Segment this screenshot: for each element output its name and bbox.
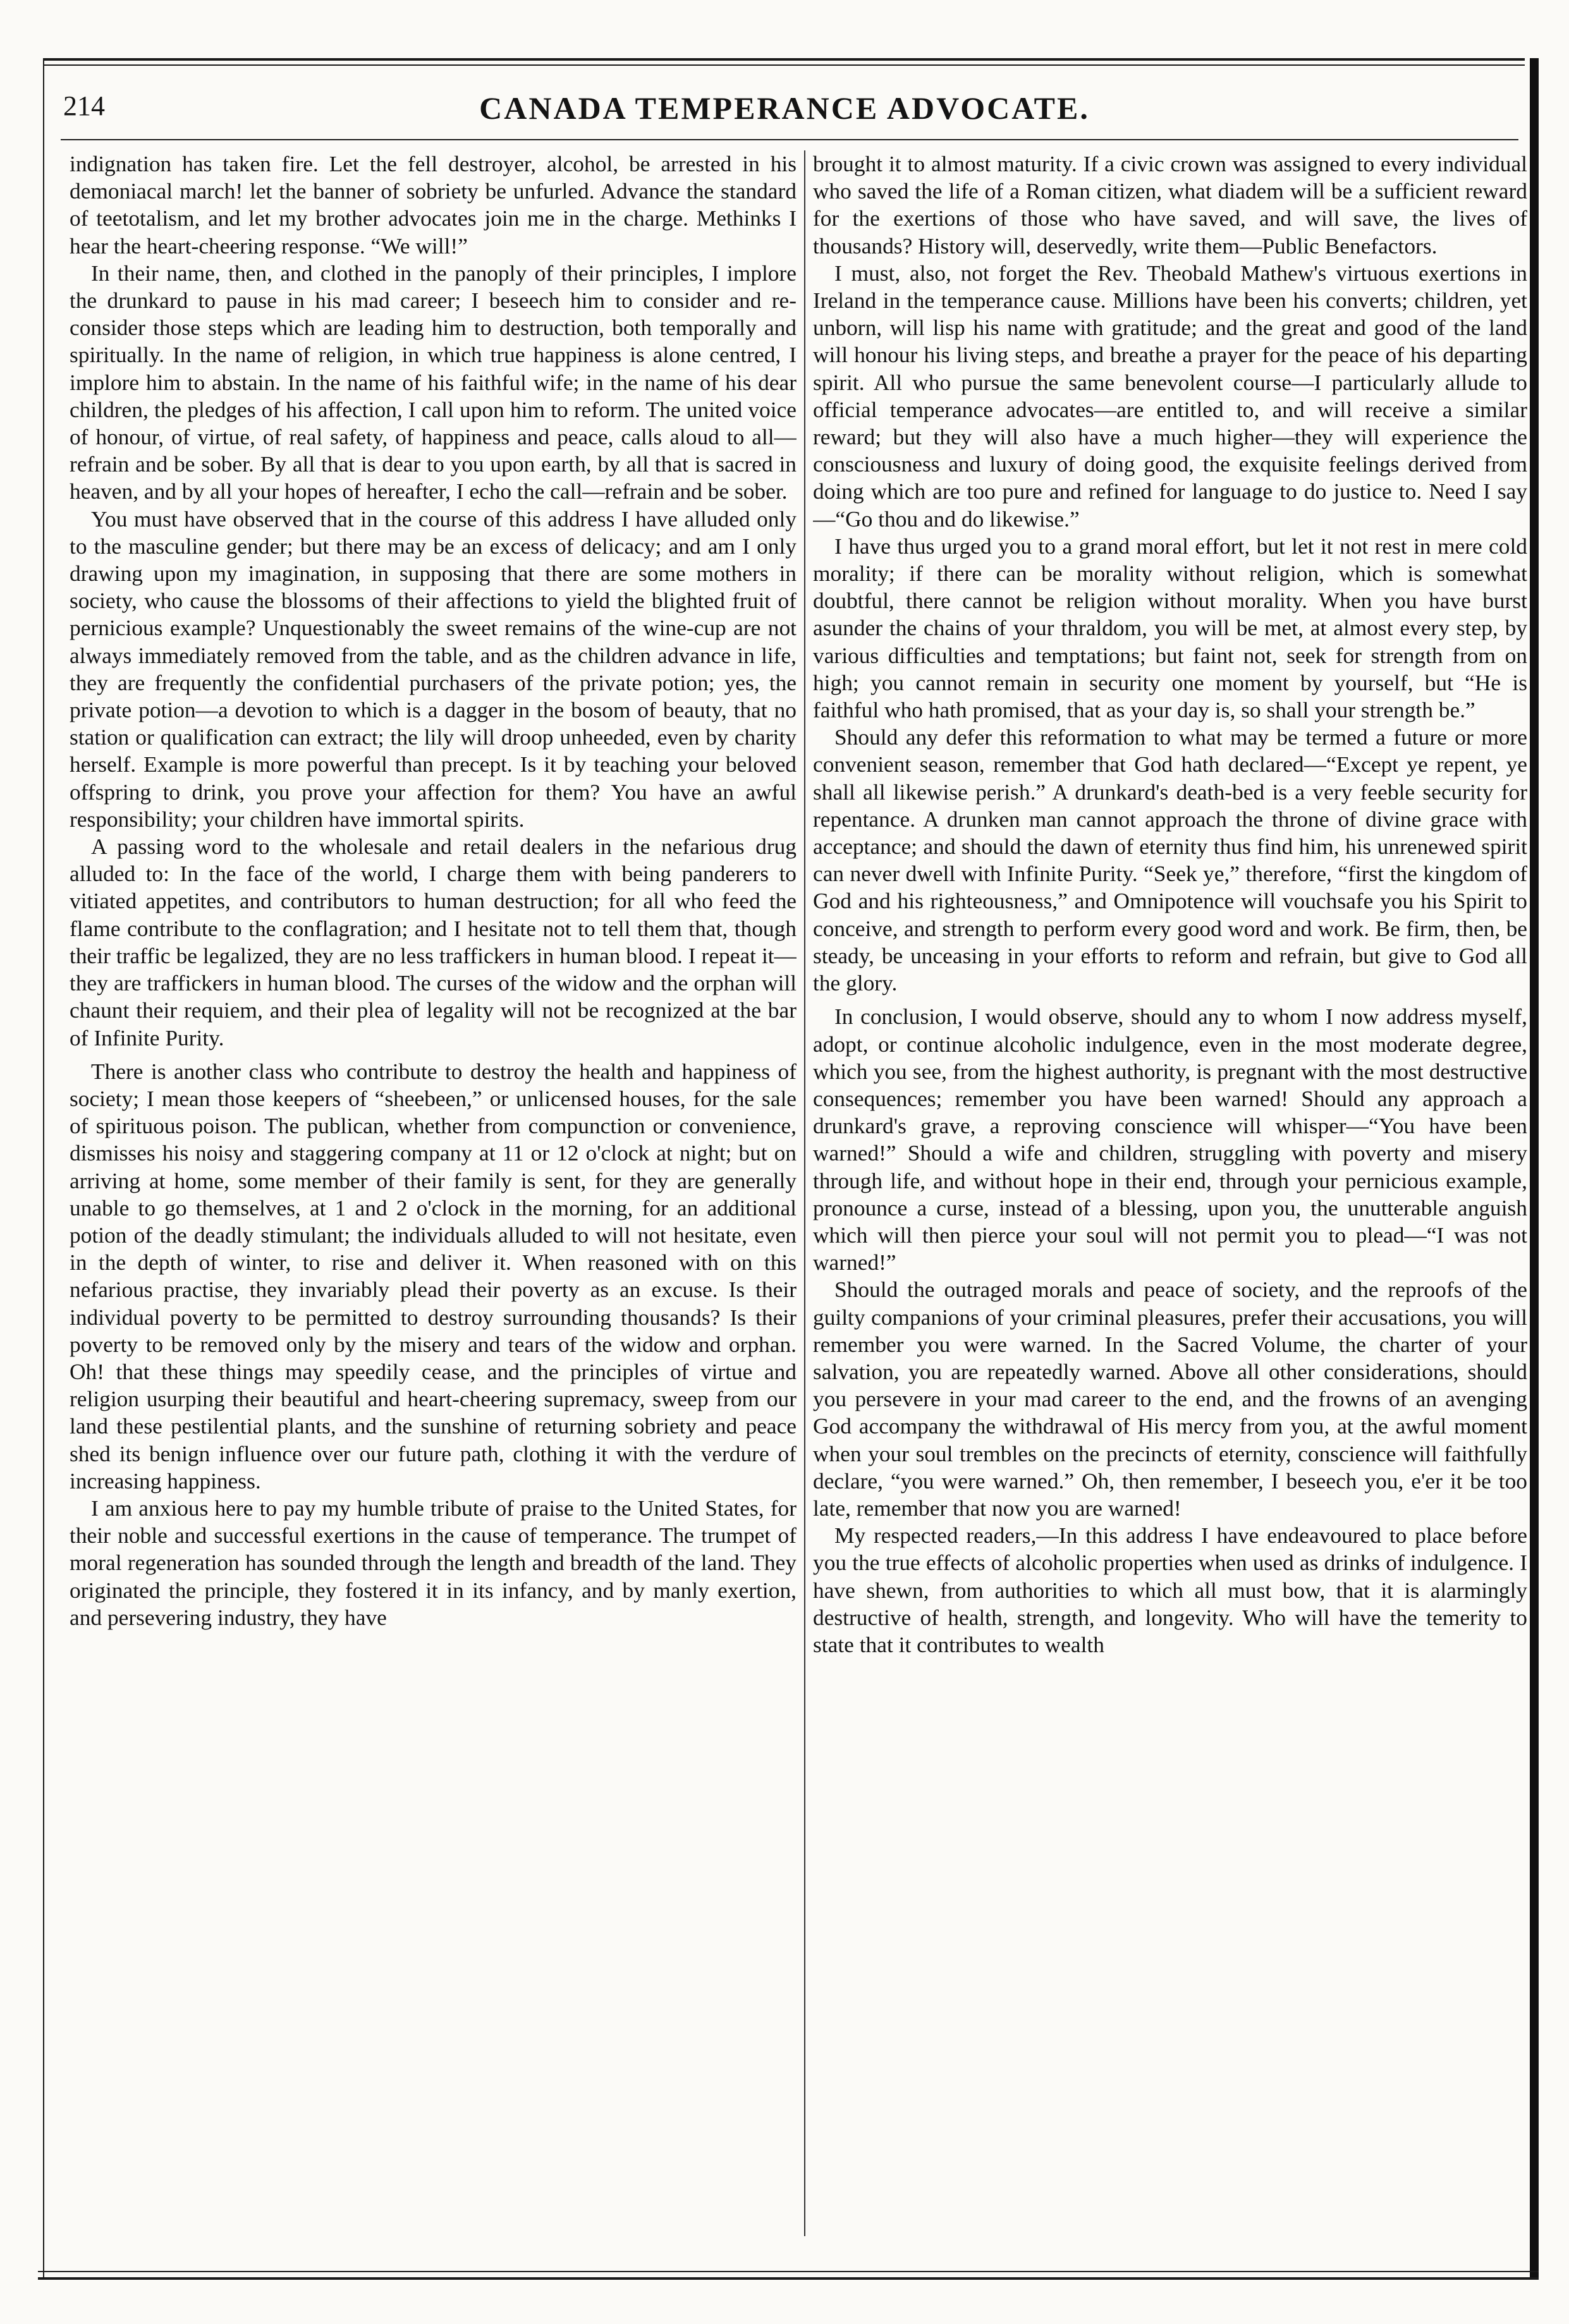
paragraph: I must, also, not forget the Rev. Theobald Mathew's virtuous exertions in Ireland in the temperance cause. Millions have been his converts; children, yet unborn, will lisp his name with gratitude; and the great and good of the land will honour his living steps, and breathe a prayer for the peace of his departing spirit. All who pursue the same benevolent course—I particularly allude to official temperance advocates—are entitled to, and will receive a similar reward; but they will also have a much higher—they will experience the consciousness and luxury of doing good, the exquisite feelings derived from doing which are too pure and refined for language to do justice to. Need I say—“Go thou and do likewise.” bbox=[813, 260, 1527, 532]
left-border-rule bbox=[43, 58, 44, 2280]
left-column bbox=[70, 150, 797, 2236]
page-number: 214 bbox=[63, 90, 105, 121]
top-border-inner-rule bbox=[43, 64, 1525, 66]
top-border-rule bbox=[43, 58, 1525, 61]
paragraph: In conclusion, I would observe, should any to whom I now address myself, adopt, or continue alcoholic indulgence, even in the most moderate degree, which you see, from the highest authority, is pregnant with the most destructive consequences; remember you have been warned! Should any approach a drunkard's grave, a reproving conscience will whisper—“You have been warned!” Should a wife and children, struggling with poverty and misery through life, and without hope in their end, through your pernicious example, pronounce a curse, instead of a blessing, upon you, the unutterable anguish which will then pierce your soul will not permit you to plead—“I was not warned!” bbox=[813, 1004, 1527, 1275]
paragraph: brought it to almost maturity. If a civic crown was assigned to every individual who saved the life of a Roman citizen, what diadem will be a sufficient reward for the exertions of those who have saved, and will save, the lives of thousands? History will, deservedly, write them—Public Benefactors. bbox=[813, 151, 1527, 259]
column-divider bbox=[804, 150, 805, 2236]
paragraph: Should any defer this reformation to what may be termed a future or more convenient season, remember that God hath declared—“Except ye repent, ye shall all likewise perish.” A drunkard's death-bed is a very feeble security for repentance. A drunken man cannot approach the throne of divine grace with acceptance; and should the dawn of eternity thus find him, his unrenewed spirit can never dwell with Infinite Purity. “Seek ye,” therefore, “first the kingdom of God and his righteousness,” and Omnipotence will vouchsafe you his Spirit to conceive, and strength to perform every good word and work. Be firm, then, be steady, be unceasing in your efforts to reform and refrain, but give to God all the glory. bbox=[813, 724, 1527, 996]
paragraph: I have thus urged you to a grand moral effort, but let it not rest in mere cold morality; if there can be morality without religion, which is somewhat doubtful, there cannot be religion without morality. When you have burst asunder the chains of your thraldom, you will be met, at almost every step, by various difficulties and temptations; but faint not, seek for strength from on high; you cannot remain in security one moment by yourself, but “He is faithful who hath promised, that as your day is, so shall your strength be.” bbox=[813, 533, 1527, 723]
right-border-rule bbox=[1530, 58, 1539, 2280]
page-title: CANADA TEMPERANCE ADVOCATE. bbox=[479, 90, 1090, 126]
paragraph: There is another class who contribute to destroy the health and happiness of society; I mean those keepers of “sheebeen,” or unlicensed houses, for the sale of spirituous poison. The publican, whether from compunction or convenience, dismisses his noisy and staggering company at 11 or 12 o'clock at night; but on arriving at home, some member of their family is sent, for they are generally unable to go themselves, at 1 and 2 o'clock in the morning, for an additional potion of the deadly stimulant; the individuals alluded to will not hesitate, even in the depth of winter, to rise and deliver it. When reasoned with on this nefarious practise, they invariably plead their poverty as an excuse. Is their individual poverty to be permitted to destroy surrounding thousands? Is their poverty to be removed only by the misery and tears of the widow and orphan. Oh! that these things may speedily cease, and the principles of virtue and religion usurping their beautiful and heart-cheering supremacy, sweep from our land these pestilential plants, and the sunshine of returning sobriety and peace shed its benign influence over our future path, clothing it with the verdure of increasing happiness. bbox=[70, 1058, 797, 1494]
paragraph: A passing word to the wholesale and retail dealers in the nefarious drug alluded to: In the face of the world, I charge them with being panderers to vitiated appetites, and contributors to human destruction; for all who feed the flame contribute to the conflagration; and I hesitate not to tell them that, though their traffic be legalized, they are no less traffickers in human blood. I repeat it—they are traffickers in human blood. The curses of the widow and the orphan will chaunt their requiem, and their plea of legality will not be recognized at the bar of Infinite Purity. bbox=[70, 834, 797, 1050]
paragraph: Should the outraged morals and peace of society, and the reproofs of the guilty companions of your criminal pleasures, prefer their accusations, you will remember you were warned. In the Sacred Volume, the charter of your salvation, you are repeatedly warned. Above all other considerations, should you persevere in your mad career to the end, and the frowns of an avenging God accompany the withdrawal of His mercy from you, at the awful moment when your soul trembles on the precincts of eternity, conscience will faithfully declare, “you were warned.” Oh, then remember, I beseech you, e'er it be too late, remember that now you are warned! bbox=[813, 1277, 1527, 1521]
paragraph: My respected readers,—In this address I have endeavoured to place before you the true effects of alcoholic properties when used as drinks of indulgence. I have shewn, from authorities to which all must bow, that it is alarmingly destructive of health, strength, and longevity. Who will have the temerity to state that it contributes to wealth bbox=[813, 1523, 1527, 1657]
paragraph: You must have observed that in the course of this address I have alluded only to the masculine gender; but there may be an excess of delicacy; and am I only drawing upon my imagination, in supposing that there are some mothers in society, who cause the blossoms of their affections to yield the blighted fruit of pernicious example? Unquestionably the sweet remains of the wine-cup are not always immediately removed from the table, and as the children advance in life, they are frequently the confidential purchasers of the private potion; yes, the private potion—a devotion to which is a dagger in the bosom of beauty, that no station or qualification can extract; the lily will droop unheeded, even by charity herself. Example is more powerful than precept. Is it by teaching your beloved offspring to drink, you prove your affection for them? You have an awful responsibility; your children have immortal spirits. bbox=[70, 506, 797, 832]
bottom-border-rule bbox=[38, 2277, 1539, 2280]
paragraph: I am anxious here to pay my humble tribute of praise to the United States, for their noble and successful exertions in the cause of temperance. The trumpet of moral regeneration has sounded through the length and breadth of the land. They originated the principle, they fostered it in its infancy, and by manly exertion, and persevering industry, they have bbox=[70, 1495, 797, 1630]
paragraph: indignation has taken fire. Let the fell destroyer, alcohol, be arrested in his demoniacal march! let the banner of sobriety be unfurled. Advance the standard of teetotalism, and let my brother advocates join me in the charge. Methinks I hear the heart-cheering response. “We will!” bbox=[70, 151, 797, 259]
bottom-border-inner-rule bbox=[38, 2271, 1539, 2272]
page-header bbox=[63, 86, 1506, 130]
right-column bbox=[813, 150, 1527, 2236]
header-rule bbox=[61, 139, 1518, 140]
paragraph: In their name, then, and clothed in the panoply of their principles, I implore the drunkard to pause in his mad career; I beseech him to consider and re-consider those steps which are leading him to destruction, both temporally and spiritually. In the name of religion, in which true happiness is alone centred, I implore him to abstain. In the name of his faithful wife; in the name of his dear children, the pledges of his affection, I call upon him to reform. The united voice of honour, of virtue, of real safety, of happiness and peace, calls aloud to all—refrain and be sober. By all that is dear to you upon earth, by all that is sacred in heaven, and by all your hopes of hereafter, I echo the call—refrain and be sober. bbox=[70, 260, 797, 504]
